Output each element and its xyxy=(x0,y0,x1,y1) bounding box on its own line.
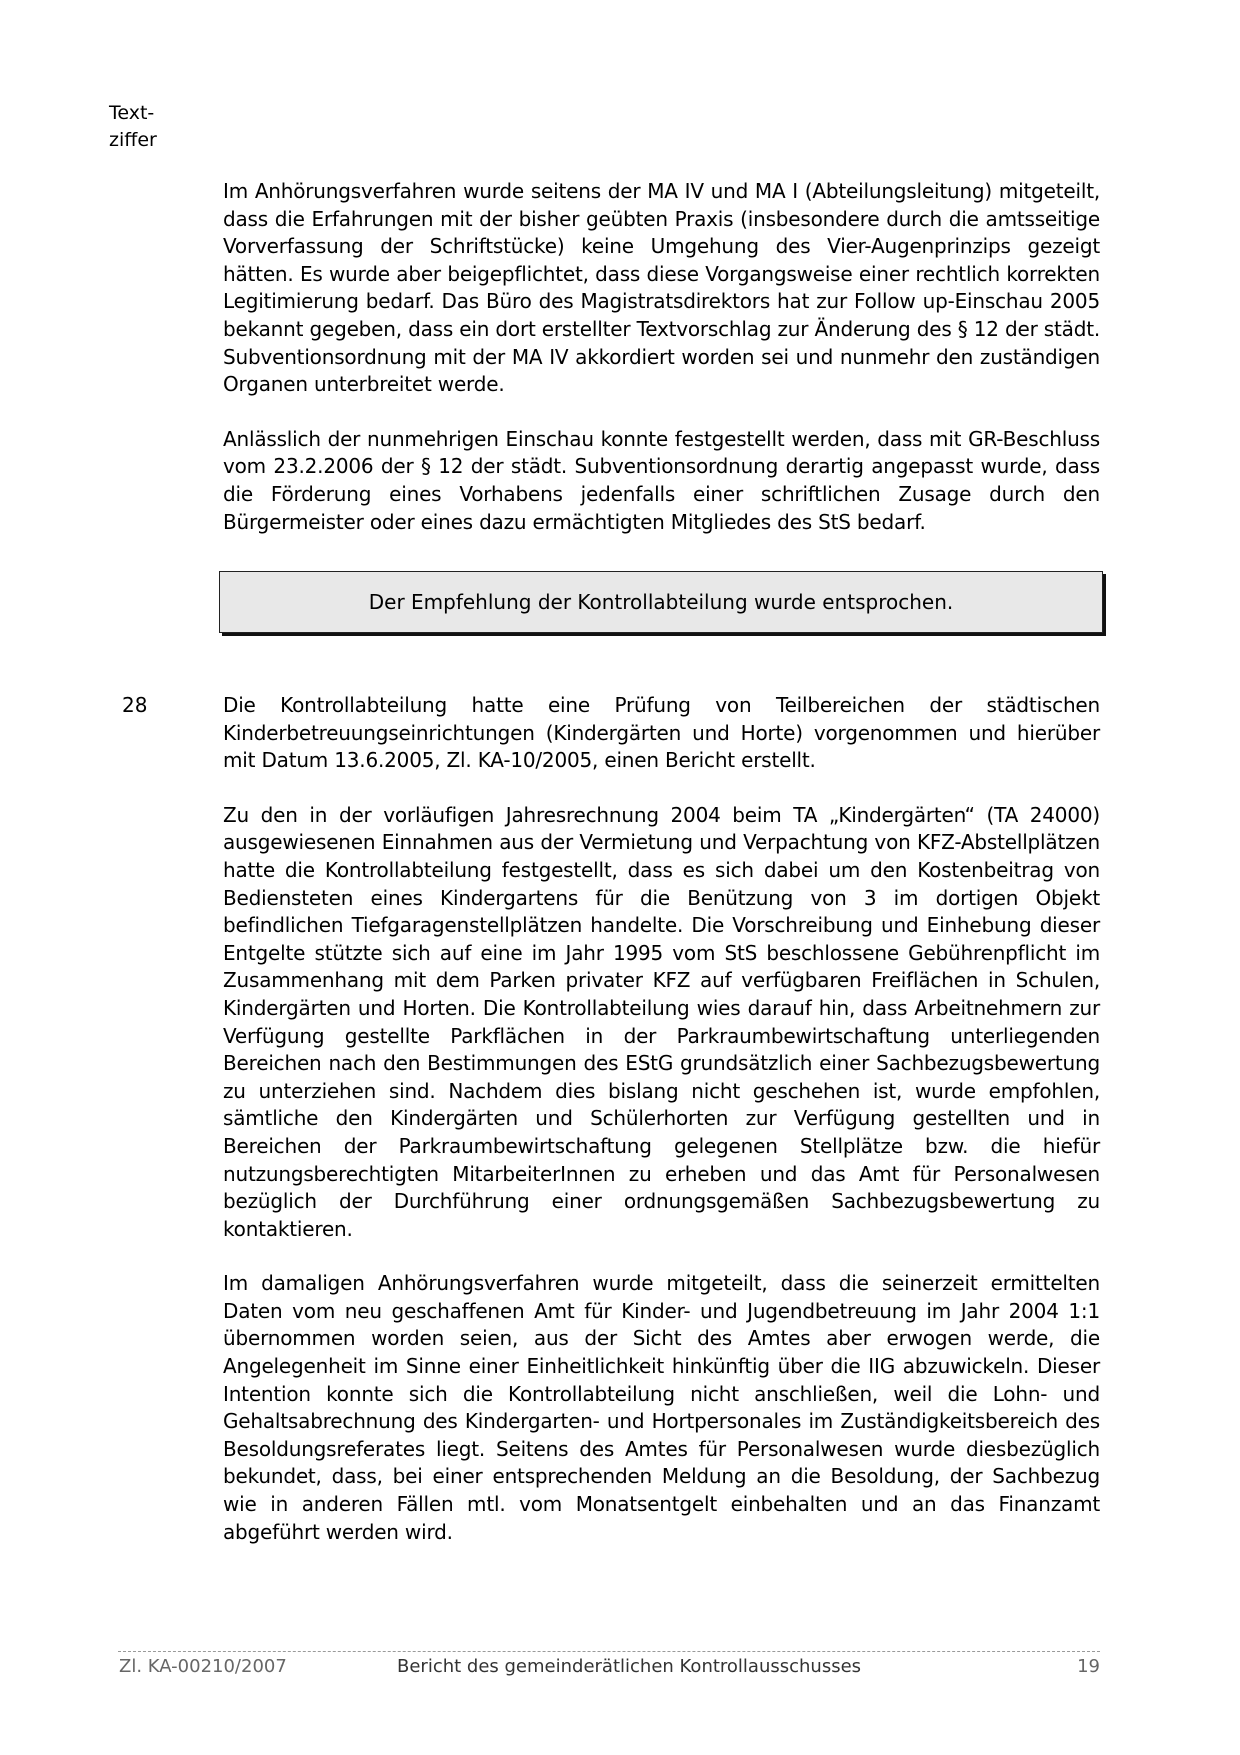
section-number: 28 xyxy=(122,693,148,717)
recommendation-status-box xyxy=(219,571,1103,633)
footer-page-number: 19 xyxy=(1077,1656,1100,1677)
recommendation-status-text: Der Empfehlung der Kontrollabteilung wurde entsprochen. xyxy=(368,590,954,614)
paragraph: Im Anhörungsverfahren wurde seitens der MA IV und MA I (Abteilungsleitung) mitgeteilt, dass die Erfahrungen mit der bisher geübten Praxis (insbesondere durch die amtsseitige Vorverfassung der Schriftstücke) keine Umgehung des Vier-Augenprinzips gezeigt hätten. Es wurde aber beigepflichtet, dass diese Vorgangsweise einer rechtlich korrekten Legitimierung bedarf. Das Büro des Magistratsdirektors hat zur Follow up-Einschau 2005 bekannt gegeben, dass ein dort erstellter Textvorschlag zur Änderung des § 12 der städt. Subventionsordnung mit der MA IV akkordiert worden sei und nunmehr den zuständigen Organen unterbreitet werde. xyxy=(223,179,1100,397)
margin-label-textziffer xyxy=(109,100,157,154)
footer-reference: Zl. KA-00210/2007 xyxy=(119,1656,287,1677)
paragraph: Anlässlich der nunmehrigen Einschau konnte festgestellt werden, dass mit GR-Beschluss vom 23.2.2006 der § 12 der städt. Subventionsordnung derartig angepasst wurde, dass die Förderung eines Vorhabens jedenfalls einer schriftlichen Zusage durch den Bürgermeister oder eines dazu ermächtigten Mitgliedes des StS bedarf. xyxy=(223,426,1100,534)
paragraph: Die Kontrollabteilung hatte eine Prüfung von Teilbereichen der städtischen Kinderbetreuungseinrichtungen (Kindergärten und Horte) vorgenommen und hierüber mit Datum 13.6.2005, Zl. KA-10/2005, einen Bericht erstellt. xyxy=(223,693,1100,773)
footer-divider xyxy=(118,1651,1100,1652)
margin-label-line-2: ziffer xyxy=(109,129,157,151)
paragraph: Im damaligen Anhörungsverfahren wurde mitgeteilt, dass die seinerzeit ermittelten Daten vom neu geschaffenen Amt für Kinder- und Jugendbetreuung im Jahr 2004 1:1 übernommen worden seien, aus der Sicht des Amtes aber erwogen werde, die Angelegenheit im Sinne einer Einheitlichkeit hinkünftig über die IIG abzuwickeln. Dieser Intention konnte sich die Kontrollabteilung nicht anschließen, weil die Lohn- und Gehaltsabrechnung des Kindergarten- und Hortpersonales im Zuständigkeitsbereich des Besoldungsreferates liegt. Seitens des Amtes für Personalwesen wurde diesbezüglich bekundet, dass, bei einer entsprechenden Meldung an die Besoldung, der Sachbezug wie in anderen Fällen mtl. vom Monatsentgelt einbehalten und an das Finanzamt abgeführt werden wird. xyxy=(223,1271,1100,1544)
section-a xyxy=(223,178,1100,536)
margin-label-line-1: Text- xyxy=(109,102,155,124)
footer-title: Bericht des gemeinderätlichen Kontrollausschusses xyxy=(397,1656,862,1677)
paragraph: Zu den in der vorläufigen Jahresrechnung 2004 beim TA „Kindergärten“ (TA 24000) ausgewiesenen Einnahmen aus der Vermietung und Verpachtung von KFZ-Abstellplätzen hatte die Kontrollabteilung festgestellt, dass es sich dabei um den Kostenbeitrag von Bediensteten eines Kindergartens für die Benützung von 3 im dortigen Objekt befindlichen Tiefgaragenstellplätzen handelte. Die Vorschreibung und Einhebung dieser Entgelte stützte sich auf eine im Jahr 1995 vom StS beschlossene Gebührenpflicht im Zusammenhang mit dem Parken privater KFZ auf verfügbaren Freiflächen in Schulen, Kindergärten und Horten. Die Kontrollabteilung wies darauf hin, dass Arbeitnehmern zur Verfügung gestellte Parkflächen in der Parkraumbewirtschaftung unterliegenden Bereichen nach den Bestimmungen des EStG grundsätzlich einer Sachbezugsbewertung zu unterziehen sind. Nachdem dies bislang nicht geschehen ist, wurde empfohlen, sämtliche den Kindergärten und Schülerhorten zur Verfügung gestellten und in Bereichen der Parkraumbewirtschaftung gelegenen Stellplätze bzw. die hiefür nutzungsberechtigten MitarbeiterInnen zu erheben und das Amt für Personalwesen bezüglich der Durchführung einer ordnungsgemäßen Sachbezugsbewertung zu kontaktieren. xyxy=(223,802,1100,1241)
section-b xyxy=(223,692,1100,1546)
